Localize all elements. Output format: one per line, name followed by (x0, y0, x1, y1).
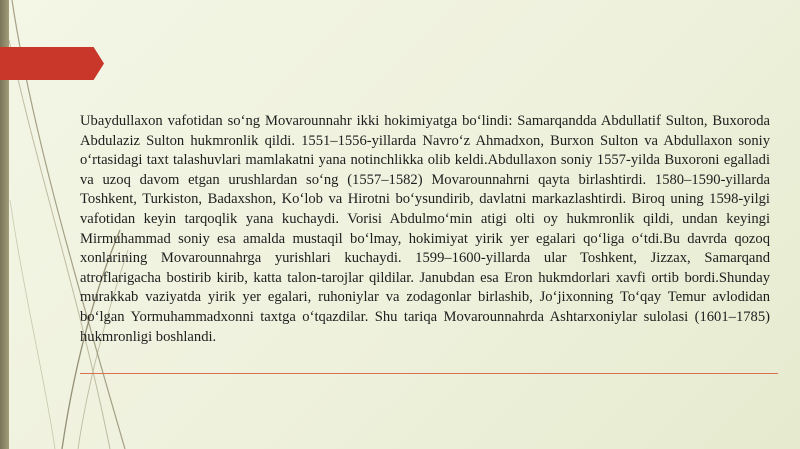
bottom-divider-line (80, 373, 778, 374)
slide-body-text: Ubaydullaxon vafotidan so‘ng Movarounnahr ikki hokimiyatga bo‘lindi: Samarqandda Abdullatif Sulton, Buxoroda Abdulaziz Sulton hukmronlik qildi. 1551–1556-yillarda Navro‘z Ahmadxon, Burxon Sulton va Abdullaxon soniy o‘rtasidagi taxt talashuvlari mamlakatni yana notinchlikka olib keldi.Abdullaxon soniy 1557-yilda Buxoroni egalladi va uzoq davom etgan urushlardan so‘ng (1557–1582) Movarounnahrni qayta birlashtirdi. 1580–1590-yillarda Toshkent, Turkiston, Badaxshon, Ko‘lob va Hirotni bo‘ysundirib, davlatni markazlashtirdi. Biroq uning 1598-yilgi vafotidan keyin tarqoqlik yana kuchaydi. Vorisi Abdulmo‘min atigi olti oy hukmronlik qildi, undan keyingi Mirmuhammad soniy esa amalda mustaqil bo‘lmay, hokimiyat yirik yer egalari qo‘liga o‘tdi.Bu davrda qozoq xonlarining Movarounnahrga yurishlari kuchaydi. 1599–1600-yillarda ular Toshkent, Jizzax, Samarqand atroflarigacha bostirib kirib, katta talon-tarojlar qildilar. Janubdan esa Eron hukmdorlari xavfi ortib bordi.Shunday murakkab vaziyatda yirik yer egalari, ruhoniylar va zodagonlar birlashib, Jo‘jixonning To‘qay Temur avlodidan bo‘lgan Yormuhammadxonni taxtga o‘tqazdilar. Shu tariqa Movarounnahrda Ashtarxoniylar sulolasi (1601–1785) hukmronligi boshlandi. (80, 113, 770, 345)
red-title-tab (0, 47, 104, 80)
